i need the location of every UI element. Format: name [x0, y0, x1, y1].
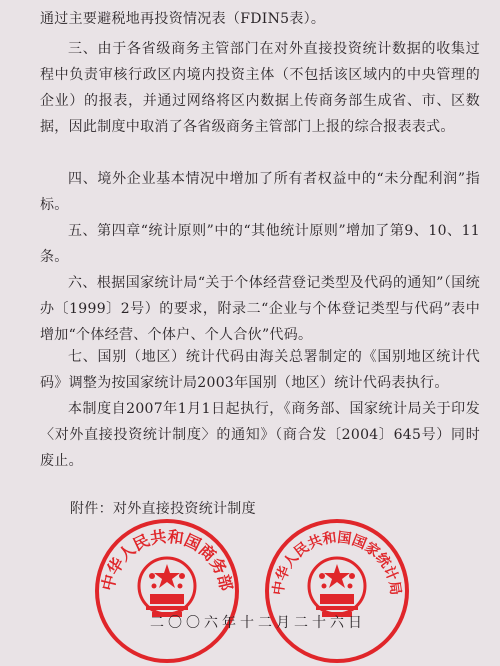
attachment-line: 附件：对外直接投资统计制度	[70, 501, 256, 517]
paragraph-continuation: 通过主要避税地再投资情况表（FDIN5表）。	[40, 11, 326, 27]
seal-left-text: 中华人民共和国商务部	[98, 526, 236, 593]
paragraph-item-5: 五、第四章“统计原则”中的“其他统计原则”增加了第9、10、11条。	[40, 223, 480, 265]
national-emblem-icon	[309, 558, 365, 617]
document-date: 二〇〇六年十二月二十六日	[150, 615, 366, 631]
paragraph-item-3: 三、由于各省级商务主管部门在对外直接投资统计数据的收集过程中负责审核行政区内境内投资主体（不包括该区域内的中央管理的企业）的报表，并通过网络将区内数据上传商务部生成省、市、区数据，因此制度中取消了各省级商务主管部门上报的综合报表表式。	[40, 41, 480, 135]
paragraph-item-7: 七、国别（地区）统计代码由海关总署制定的《国别地区统计代码》调整为按国家统计局2003年国别（地区）统计代码表执行。	[40, 349, 480, 391]
paragraph-item-6: 六、根据国家统计局“关于个体经营登记类型及代码的通知”（国统办〔1999〕2号）的要求，附录二“企业与个体登记类型与代码”表中增加“个体经营、个体户、个人合伙”代码。	[40, 275, 480, 343]
svg-text:中华人民共和国商务部	[98, 527, 236, 593]
national-emblem-icon	[139, 558, 195, 617]
seal-ministry-of-commerce	[92, 516, 242, 666]
paragraph-item-4: 四、境外企业基本情况中增加了所有者权益中的“未分配利润”指标。	[40, 171, 480, 213]
paragraph-effective-date: 本制度自2007年1月1日起执行，《商务部、国家统计局关于印发〈对外直接投资统计制度〉的通知》（商合发〔2004〕645号）同时废止。	[40, 401, 480, 469]
seal-national-bureau-of-statistics	[262, 516, 412, 666]
seal-right-text: 中华人民共和国国家统计局	[270, 529, 404, 597]
